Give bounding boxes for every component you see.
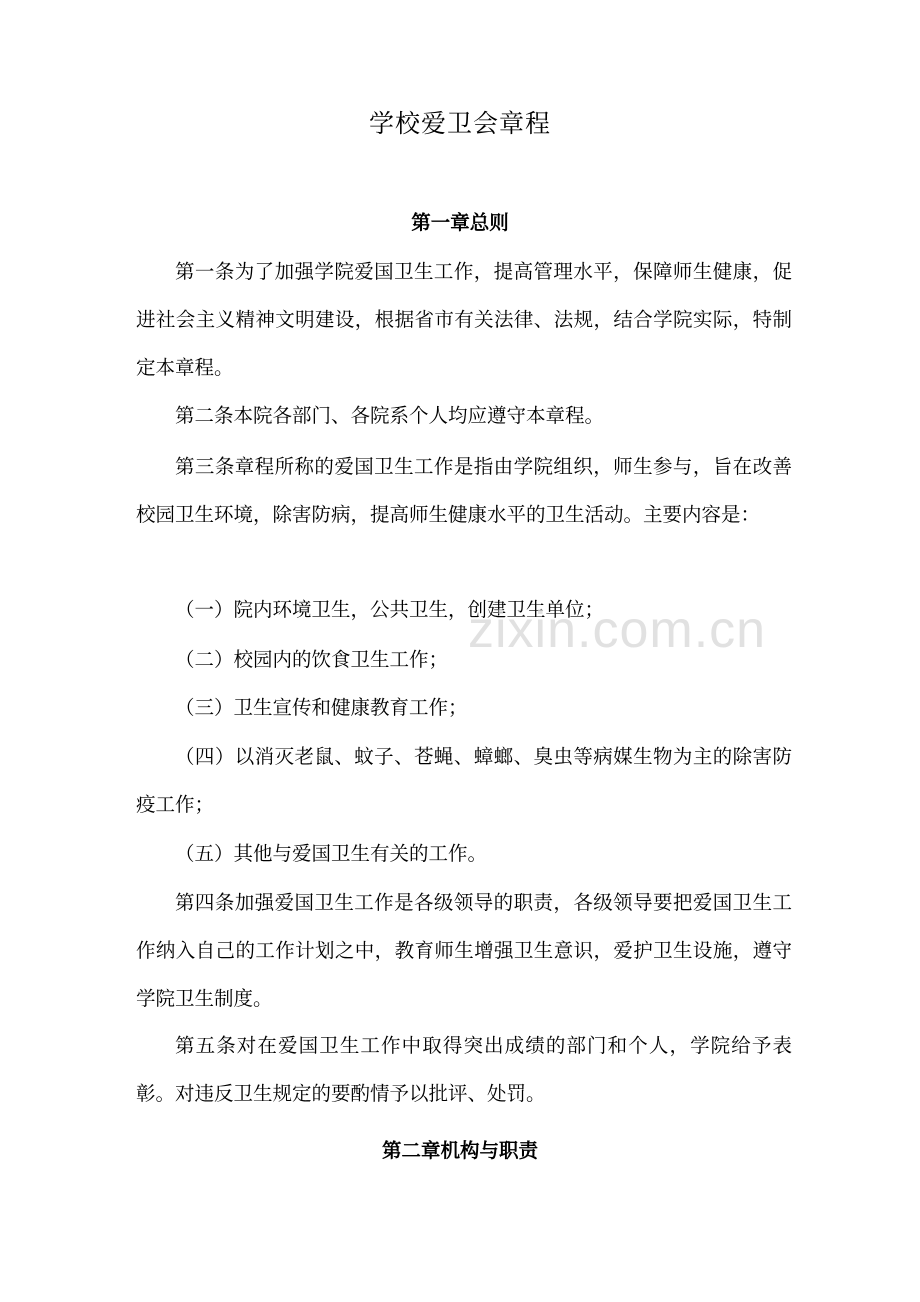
document-title: 学校爱卫会章程 bbox=[368, 109, 551, 138]
list-item-5: （五）其他与爱国卫生有关的工作。 bbox=[175, 842, 488, 865]
article-3-paragraph: 第三条章程所称的爱国卫生工作是指由学院组织，师生参与，旨在改善校园卫生环境，除害防病，提高师生健康水平的卫生活动。主要内容是： bbox=[136, 455, 792, 526]
list-item-1: （一）院内环境卫生，公共卫生，创建卫生单位； bbox=[175, 598, 605, 621]
chapter-1-heading: 第一章总则 bbox=[411, 211, 509, 234]
watermark-logo: zixin.com.cn bbox=[468, 601, 767, 659]
list-item-2: （二）校园内的饮食卫生工作； bbox=[175, 648, 449, 671]
article-5-paragraph: 第五条对在爱国卫生工作中取得突出成绩的部门和个人，学院给予表彰。对违反卫生规定的要酌情予以批评、处罚。 bbox=[136, 1034, 792, 1105]
chapter-2-heading: 第二章机构与职责 bbox=[381, 1139, 538, 1162]
article-4-paragraph: 第四条加强爱国卫生工作是各级领导的职责，各级领导要把爱国卫生工作纳入自己的工作计划之中，教育师生增强卫生意识，爱护卫生设施，遵守学院卫生制度。 bbox=[136, 891, 792, 1010]
article-2-paragraph: 第二条本院各部门、各院系个人均应遵守本章程。 bbox=[175, 404, 605, 427]
list-item-4: （四）以消灭老鼠、蚊子、苍蝇、蟑螂、臭虫等病媒生物为主的除害防疫工作； bbox=[136, 745, 792, 816]
article-1-paragraph: 第一条为了加强学院爱国卫生工作，提高管理水平，保障师生健康，促进社会主义精神文明建设，根据省市有关法律、法规，结合学院实际，特制定本章程。 bbox=[136, 260, 792, 379]
list-item-3: （三）卫生宣传和健康教育工作； bbox=[175, 696, 468, 719]
